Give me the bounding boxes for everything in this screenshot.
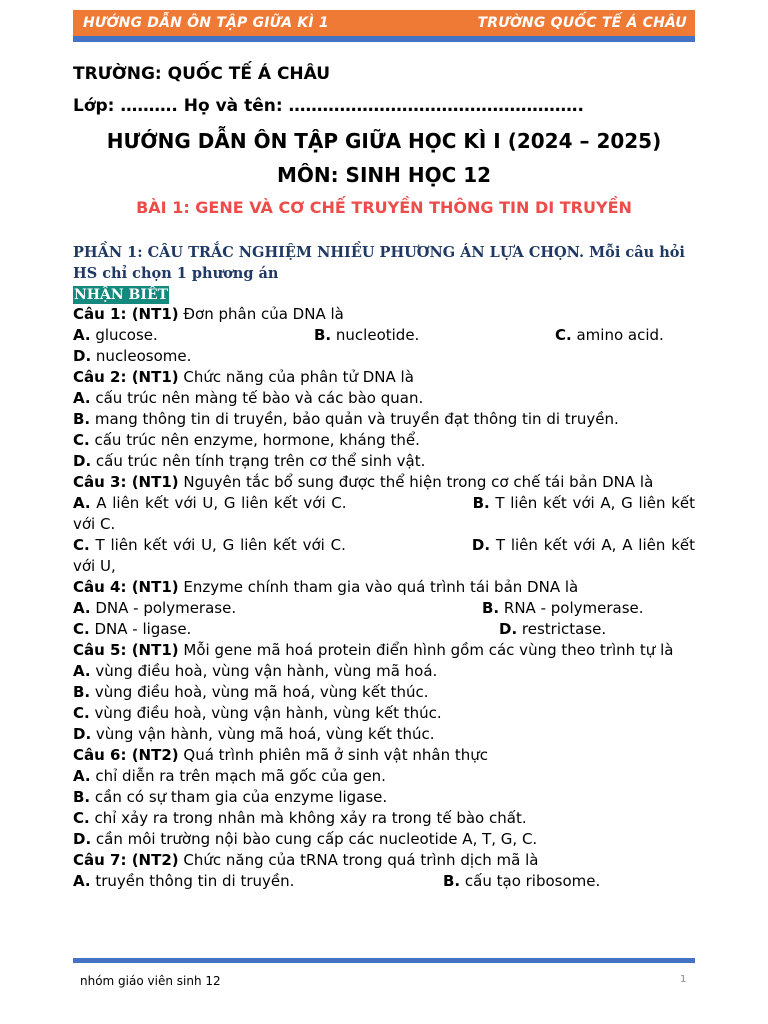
option-c: C. chỉ xảy ra trong nhân mà không xảy ra trong tế bào chất.: [73, 809, 527, 827]
options-row: [73, 325, 695, 346]
question-number: Câu 3: (NT1): [73, 473, 179, 491]
option-d: D. cần môi trường nội bào cung cấp các nucleotide A, T, G, C.: [73, 830, 538, 848]
question-number: Câu 2: (NT1): [73, 368, 179, 386]
question: [73, 640, 695, 661]
option-b: B. vùng điều hoà, vùng mã hoá, vùng kết thúc.: [73, 683, 429, 701]
question-number: Câu 6: (NT2): [73, 746, 179, 764]
header-right-title: TRƯỜNG QUỐC TẾ Á CHÂU: [477, 15, 687, 31]
question: [73, 367, 695, 388]
footer-divider: [73, 958, 695, 963]
option-d: D. nucleosome.: [73, 347, 192, 365]
part-heading: PHẦN 1: CÂU TRẮC NGHIỆM NHIỀU PHƯƠNG ÁN LỰA CHỌN. Mỗi câu hỏi HS chỉ chọn 1 phương án: [73, 244, 685, 282]
page-header: [73, 10, 695, 42]
lesson-title: BÀI 1: GENE VÀ CƠ CHẾ TRUYỀN THÔNG TIN DI TRUYỀN: [136, 198, 632, 217]
option-c-d: C. T liên kết với U, G liên kết với C. D. T liên kết với A, A liên kết với U,: [73, 536, 695, 575]
question-text: Mỗi gene mã hoá protein điển hình gồm các vùng theo trình tự là: [178, 641, 674, 659]
option-b: B. nucleotide.: [314, 326, 420, 344]
option-d: D. restrictase.: [499, 620, 607, 638]
question-text: Quá trình phiên mã ở sinh vật nhân thực: [178, 746, 488, 764]
question-number: Câu 1: (NT1): [73, 305, 179, 323]
options-row: [73, 598, 695, 619]
option-a: A. cấu trúc nên màng tế bào và các bào quan.: [73, 389, 424, 407]
option-c: C. vùng điều hoà, vùng vận hành, vùng kết thúc.: [73, 704, 442, 722]
option-a-b: A. A liên kết với U, G liên kết với C. B. T liên kết với A, G liên kết với C.: [73, 494, 696, 533]
option-c: C. cấu trúc nên enzyme, hormone, kháng thể.: [73, 431, 420, 449]
level-badge: NHẬN BIẾT: [74, 287, 169, 303]
question-number: Câu 5: (NT1): [73, 641, 179, 659]
document-body: [73, 58, 695, 892]
option-b: B. mang thông tin di truyền, bảo quản và truyền đạt thông tin di truyền.: [73, 410, 619, 428]
school-name: TRƯỜNG: QUỐC TẾ Á CHÂU: [73, 64, 331, 84]
option-c: C. DNA - ligase.: [73, 620, 192, 638]
options-row: [73, 619, 695, 640]
class-name-line: Lớp: ………. Họ và tên: …………………………………………….: [73, 96, 585, 116]
subject-title: MÔN: SINH HỌC 12: [276, 163, 492, 187]
page-number: 1: [680, 974, 687, 985]
question-text: Enzyme chính tham gia vào quá trình tái bản DNA là: [178, 578, 579, 596]
option-b: B. RNA - polymerase.: [482, 599, 644, 617]
option-a: A. vùng điều hoà, vùng vận hành, vùng mã hoá.: [73, 662, 438, 680]
option-a: A. chỉ diễn ra trên mạch mã gốc của gen.: [73, 767, 386, 785]
options-row: [73, 871, 695, 892]
question-text: Đơn phân của DNA là: [178, 305, 344, 323]
question: [73, 304, 695, 325]
option-b: B. cần có sự tham gia của enzyme ligase.: [73, 788, 388, 806]
option-a: A. truyền thông tin di truyền.: [73, 872, 295, 890]
footer-text: nhóm giáo viên sinh 12: [80, 974, 221, 988]
question: [73, 850, 695, 871]
option-a: A. DNA - polymerase.: [73, 599, 237, 617]
question: [73, 472, 695, 493]
option-a: A. glucose.: [73, 326, 158, 344]
option-c: C. amino acid.: [555, 326, 664, 344]
document-title: HƯỚNG DẪN ÔN TẬP GIỮA HỌC KÌ I (2024 – 2025): [106, 129, 662, 153]
option-b: B. cấu tạo ribosome.: [443, 872, 601, 890]
option-d: D. cấu trúc nên tính trạng trên cơ thể sinh vật.: [73, 452, 426, 470]
question-text: Nguyên tắc bổ sung được thể hiện trong cơ chế tái bản DNA là: [178, 473, 654, 491]
question-text: Chức năng của tRNA trong quá trình dịch mã là: [178, 851, 539, 869]
question-number: Câu 7: (NT2): [73, 851, 179, 869]
option-d: D. vùng vận hành, vùng mã hoá, vùng kết thúc.: [73, 725, 435, 743]
question-text: Chức năng của phân tử DNA là: [178, 368, 414, 386]
header-left-title: HƯỚNG DẪN ÔN TẬP GIỮA KÌ 1: [83, 15, 329, 31]
question: [73, 745, 695, 766]
question: [73, 577, 695, 598]
question-number: Câu 4: (NT1): [73, 578, 179, 596]
